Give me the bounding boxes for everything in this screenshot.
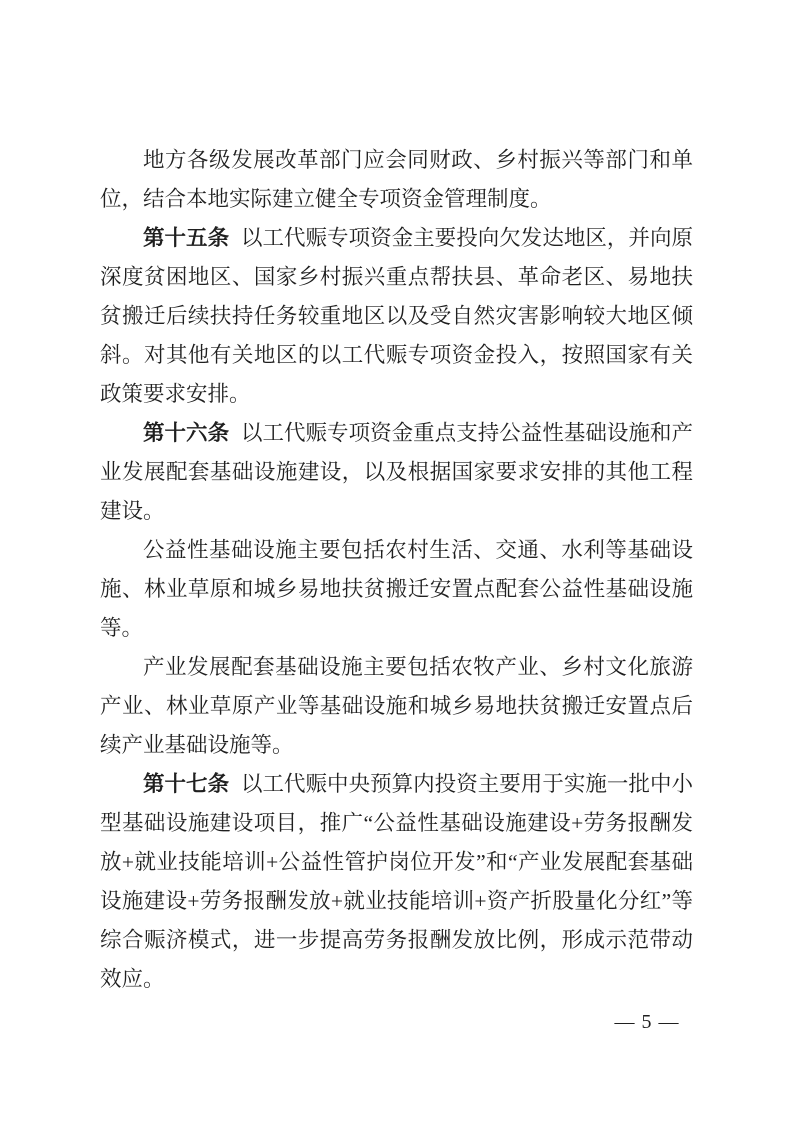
paragraph-text: 地方各级发展改革部门应会同财政、乡村振兴等部门和单位，结合本地实际建立健全专项资金管理制度。	[100, 148, 693, 211]
paragraph	[100, 648, 693, 765]
page-number: — 5 —	[614, 1011, 680, 1033]
paragraph-text: 公益性基础设施主要包括农村生活、交通、水利等基础设施、林业草原和城乡易地扶贫搬迁安置点配套公益性基础设施等。	[100, 538, 693, 640]
paragraph	[100, 219, 693, 414]
paragraph	[100, 414, 693, 531]
article-heading: 第十七条	[143, 772, 230, 796]
paragraph-text: 产业发展配套基础设施主要包括农牧产业、乡村文化旅游产业、林业草原产业等基础设施和城乡易地扶贫搬迁安置点后续产业基础设施等。	[100, 655, 693, 757]
paragraph	[100, 531, 693, 648]
article-heading: 第十六条	[143, 421, 230, 445]
paragraph-text: 以工代赈专项资金主要投向欠发达地区，并向原深度贫困地区、国家乡村振兴重点帮扶县、革命老区、易地扶贫搬迁后续扶持任务较重地区以及受自然灾害影响较大地区倾斜。对其他有关地区的以工代赈专项资金投入，按照国家有关政策要求安排。	[100, 226, 693, 406]
document-body	[100, 141, 693, 999]
paragraph	[100, 141, 693, 219]
paragraph-text: 以工代赈中央预算内投资主要用于实施一批中小型基础设施建设项目，推广“公益性基础设施建设+劳务报酬发放+就业技能培训+公益性管护岗位开发”和“产业发展配套基础设施建设+劳务报酬发放+就业技能培训+资产折股量化分红”等综合赈济模式，进一步提高劳务报酬发放比例，形成示范带动效应。	[100, 772, 693, 991]
paragraph-text: 以工代赈专项资金重点支持公益性基础设施和产业发展配套基础设施建设，以及根据国家要求安排的其他工程建设。	[100, 421, 693, 523]
paragraph	[100, 765, 693, 999]
article-heading: 第十五条	[143, 226, 230, 250]
